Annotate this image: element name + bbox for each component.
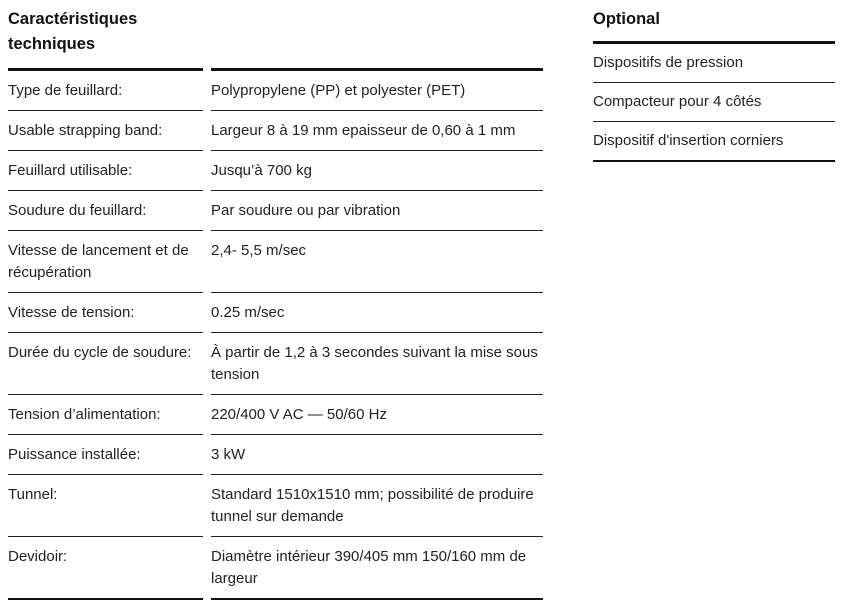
spec-label: Tension d’alimentation: (8, 395, 203, 435)
optional-section (593, 7, 835, 162)
spec-label: Usable strapping band: (8, 111, 203, 151)
spec-value: 3 kW (211, 435, 543, 475)
spec-label: Soudure du feuillard: (8, 191, 203, 231)
optional-list (593, 41, 835, 162)
spec-label: Durée du cycle de soudure: (8, 333, 203, 395)
spec-value: Jusqu’à 700 kg (211, 151, 543, 191)
spec-row (8, 293, 543, 333)
spec-row (8, 395, 543, 435)
spec-label: Type de feuillard: (8, 68, 203, 111)
spec-row (8, 191, 543, 231)
spec-row (8, 231, 543, 293)
optional-item: Dispositif d'insertion corniers (593, 122, 835, 162)
spec-row (8, 151, 543, 191)
spec-label: Puissance installée: (8, 435, 203, 475)
spec-label: Vitesse de tension: (8, 293, 203, 333)
spec-row (8, 68, 543, 111)
spec-row (8, 333, 543, 395)
spec-label: Tunnel: (8, 475, 203, 537)
optional-section-title: Optional (593, 10, 660, 28)
spec-row (8, 111, 543, 151)
optional-item: Dispositifs de pression (593, 44, 835, 83)
spec-value: Largeur 8 à 19 mm epaisseur de 0,60 à 1 mm (211, 111, 543, 151)
spec-value: 2,4- 5,5 m/sec (211, 231, 543, 293)
spec-row (8, 537, 543, 600)
spec-row (8, 435, 543, 475)
spec-value: Par soudure ou par vibration (211, 191, 543, 231)
spec-section-title: Caractéristiques techniques (8, 10, 138, 53)
spec-label: Devidoir: (8, 537, 203, 600)
spec-value: 220/400 V AC — 50/60 Hz (211, 395, 543, 435)
spec-value: Polypropylene (PP) et polyester (PET) (211, 68, 543, 111)
spec-value: À partir de 1,2 à 3 secondes suivant la mise sous tension (211, 333, 543, 395)
spec-label: Feuillard utilisable: (8, 151, 203, 191)
spec-section (8, 7, 543, 587)
spec-row (8, 475, 543, 537)
spec-table (8, 68, 543, 600)
spec-value: 0.25 m/sec (211, 293, 543, 333)
spec-value: Diamètre intérieur 390/405 mm 150/160 mm de largeur (211, 537, 543, 600)
optional-item: Compacteur pour 4 côtés (593, 83, 835, 122)
spec-value: Standard 1510x1510 mm; possibilité de produire tunnel sur demande (211, 475, 543, 537)
spec-label: Vitesse de lancement et de récupération (8, 231, 203, 293)
